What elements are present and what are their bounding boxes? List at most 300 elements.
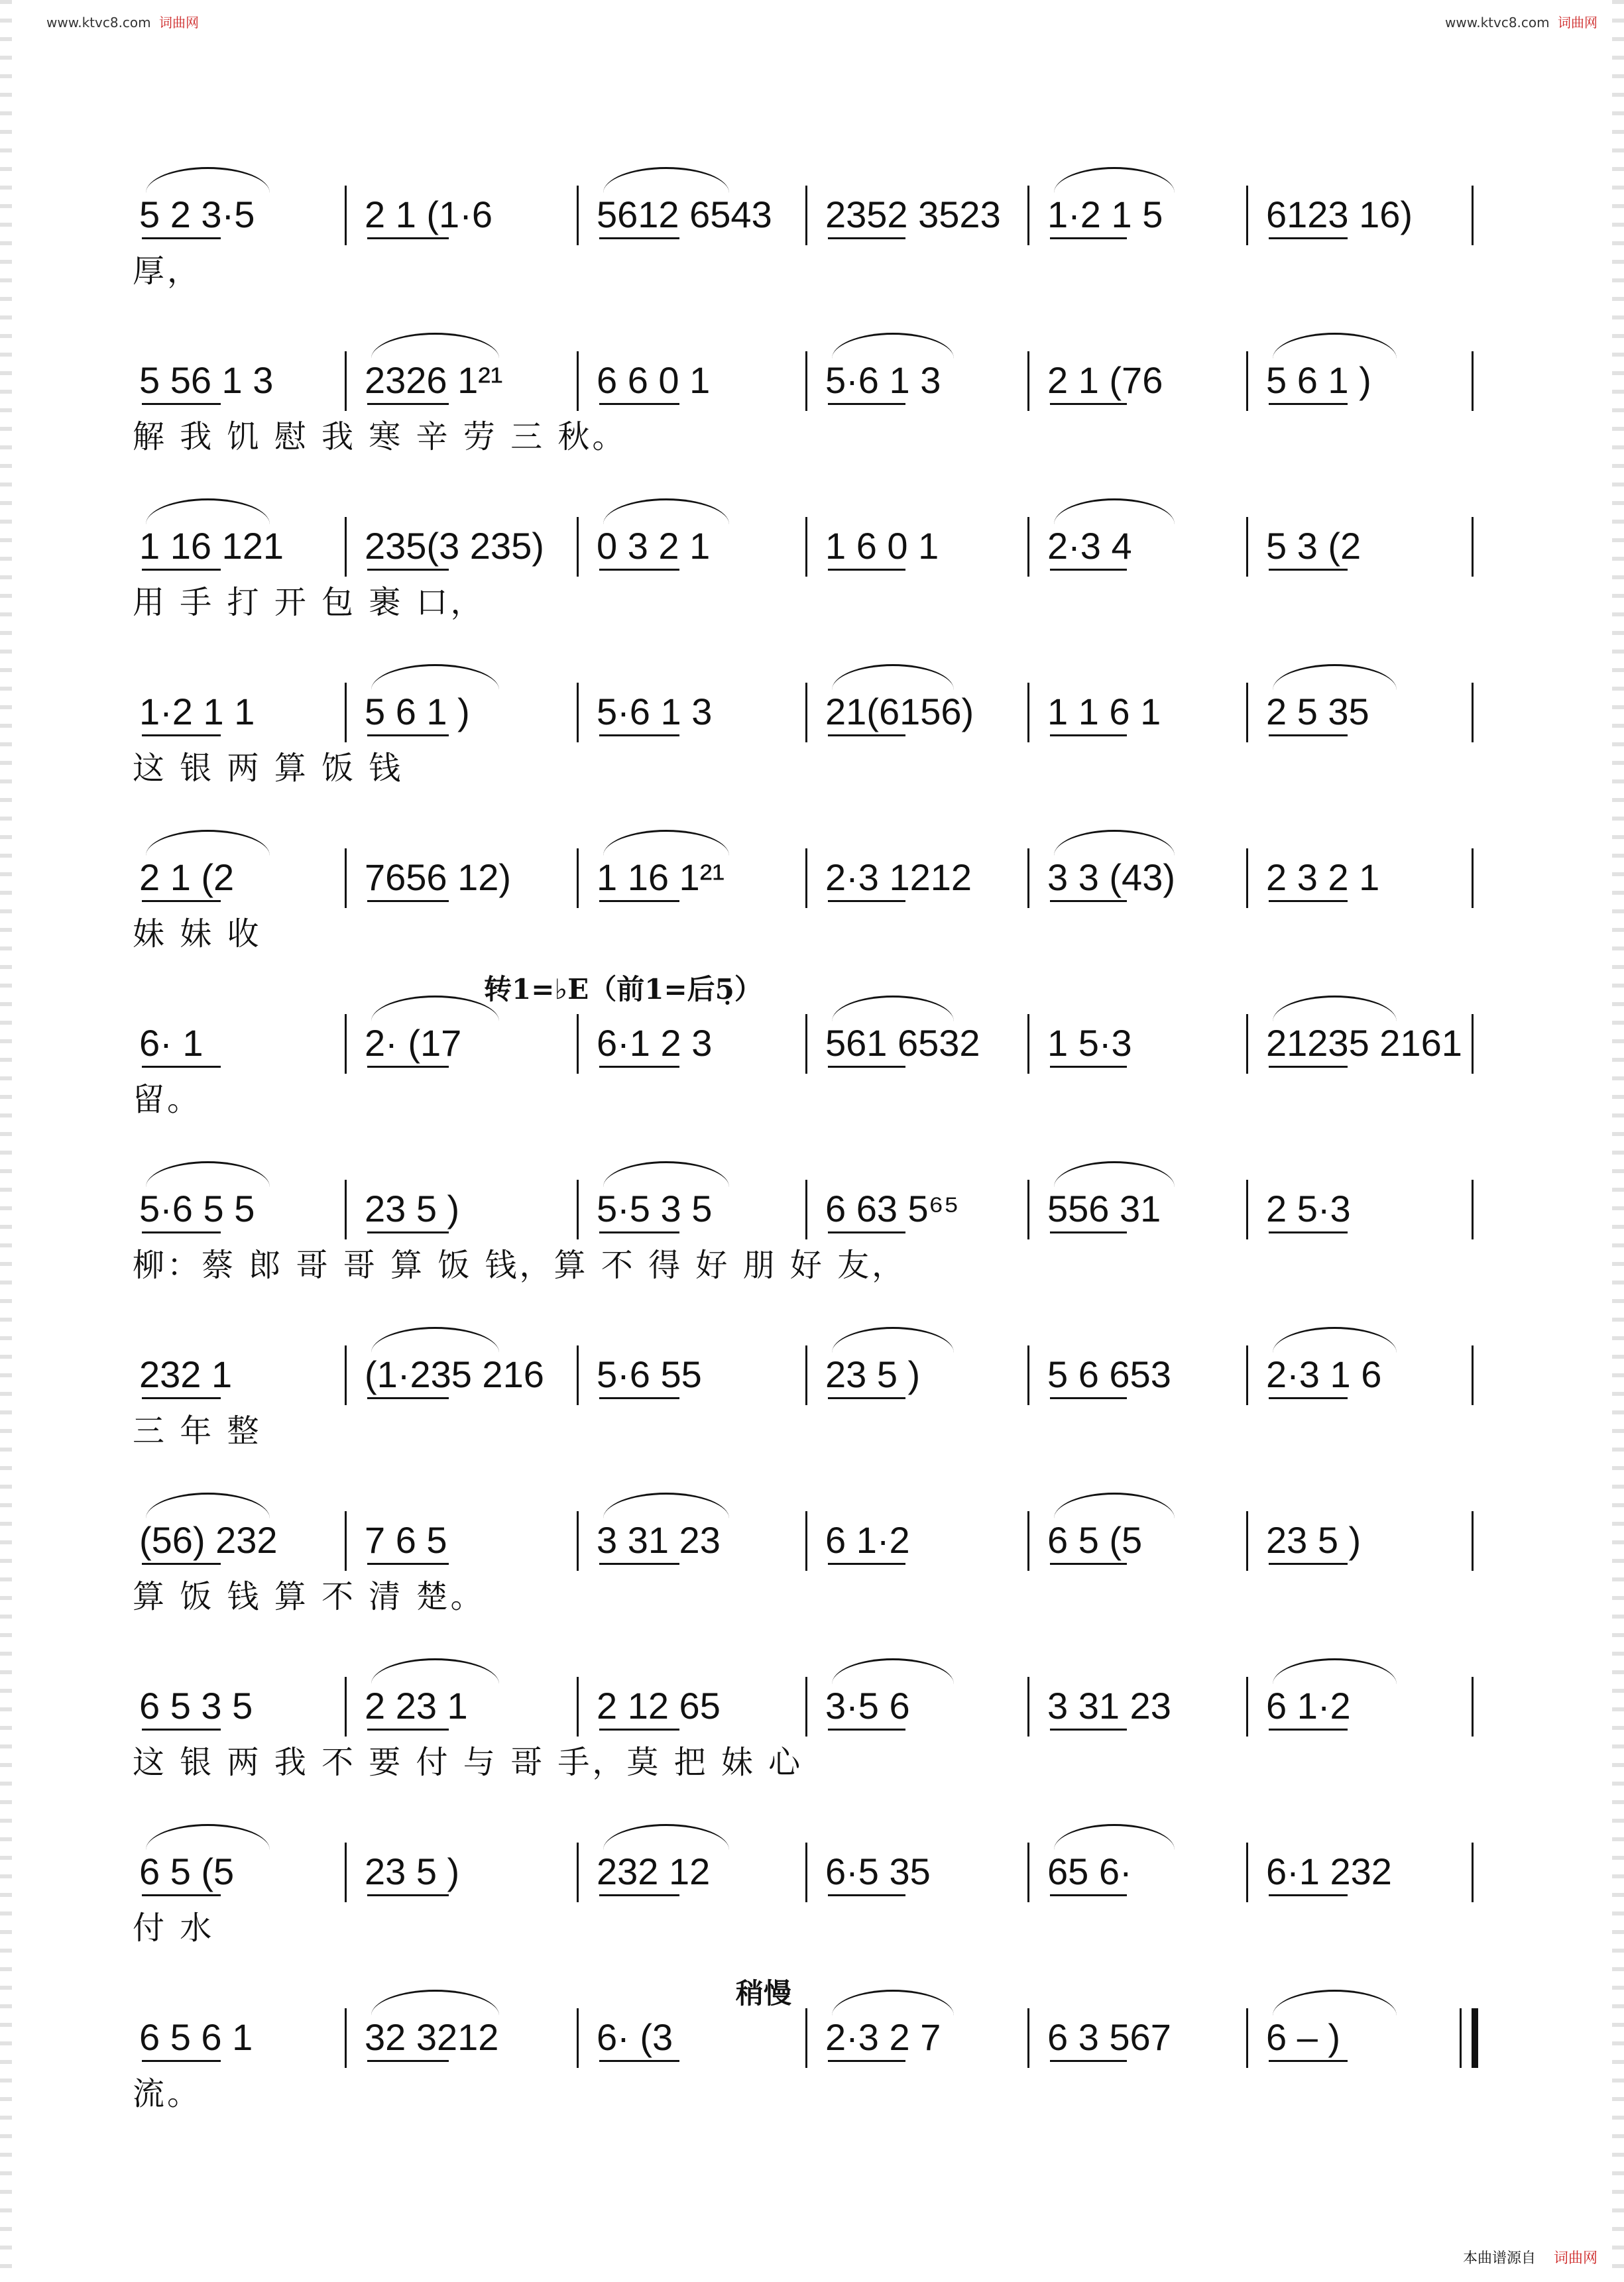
bar-line bbox=[805, 351, 807, 411]
rhythm-underline bbox=[599, 403, 679, 405]
rhythm-underline bbox=[1269, 1066, 1348, 1068]
lyric-line: 付 水 bbox=[133, 1910, 215, 1947]
measure-notes: 5 6 653 bbox=[1047, 1353, 1171, 1395]
lyric-line: 解 我 饥 慰 我 寒 辛 劳 三 秋。 bbox=[133, 418, 627, 455]
rhythm-underline bbox=[1050, 1066, 1127, 1068]
rhythm-underline bbox=[599, 2060, 679, 2062]
measure-notes: 6 5 (5 bbox=[139, 1851, 235, 1892]
slur-mark bbox=[603, 498, 729, 524]
slur-mark bbox=[1273, 333, 1397, 359]
bar-line bbox=[1027, 2008, 1029, 2068]
jianpu-score bbox=[133, 119, 1498, 2112]
rhythm-underline bbox=[1269, 403, 1348, 405]
measure-notes: 1·2 1 1 bbox=[139, 691, 255, 732]
footer-brand[interactable]: 词曲网 bbox=[1553, 2250, 1597, 2267]
measure-notes: 1 6 0 1 bbox=[825, 525, 939, 567]
lyric-line: 留。 bbox=[133, 1081, 202, 1118]
bar-line bbox=[1246, 186, 1248, 245]
slur-mark bbox=[1273, 1990, 1397, 2016]
bar-line bbox=[345, 351, 347, 411]
system-notes bbox=[133, 848, 1498, 908]
score-system bbox=[133, 1445, 1498, 1615]
measure-notes: 6123 16) bbox=[1266, 194, 1413, 235]
score-system bbox=[133, 1942, 1498, 2112]
rhythm-underline bbox=[1050, 1729, 1127, 1731]
bar-line bbox=[1472, 517, 1474, 577]
measure-notes: 2·3 4 bbox=[1047, 525, 1132, 567]
slur-mark bbox=[1273, 1658, 1397, 1684]
rhythm-underline bbox=[599, 1397, 679, 1399]
slur-mark bbox=[832, 1990, 954, 2016]
header-right bbox=[1445, 12, 1597, 31]
measure-notes: 2 5 35 bbox=[1266, 691, 1369, 732]
rhythm-underline bbox=[599, 237, 679, 239]
measure-notes: 6·1 232 bbox=[1266, 1851, 1392, 1892]
rhythm-underline bbox=[142, 1231, 221, 1233]
lyric-line: 三 年 整 bbox=[133, 1412, 262, 1450]
bar-line bbox=[805, 186, 807, 245]
bar-line bbox=[1027, 1511, 1029, 1571]
lyric-line: 算 饭 钱 算 不 清 楚。 bbox=[133, 1578, 485, 1615]
rhythm-underline bbox=[599, 1231, 679, 1233]
lyric-line: 厚， bbox=[133, 253, 202, 290]
rhythm-underline bbox=[599, 569, 679, 571]
measure-notes: 0 3 2 1 bbox=[597, 525, 711, 567]
bar-line bbox=[1027, 1843, 1029, 1902]
rhythm-underline bbox=[828, 734, 905, 736]
bar-line bbox=[1027, 186, 1029, 245]
slur-mark bbox=[1054, 498, 1175, 524]
measure-notes: 232 1 bbox=[139, 1353, 233, 1395]
measure-notes: 6 63 5⁶⁵ bbox=[825, 1188, 959, 1229]
bar-line bbox=[577, 683, 579, 742]
measure-notes: 2 5·3 bbox=[1266, 1188, 1351, 1229]
bar-line bbox=[1246, 1014, 1248, 1074]
measure-notes: 5612 6543 bbox=[597, 194, 772, 235]
rhythm-underline bbox=[142, 1563, 221, 1565]
measure-notes: 2 23 1 bbox=[365, 1685, 468, 1727]
rhythm-underline bbox=[599, 900, 679, 902]
bar-line bbox=[577, 1345, 579, 1405]
measure-notes: 3 3 (43) bbox=[1047, 856, 1175, 898]
bar-line bbox=[805, 2008, 807, 2068]
bar-line bbox=[805, 1014, 807, 1074]
bar-line bbox=[1027, 1180, 1029, 1239]
system-notes bbox=[133, 683, 1498, 742]
measure-notes: 6 3 567 bbox=[1047, 2016, 1171, 2058]
score-system bbox=[133, 1113, 1498, 1284]
bar-line bbox=[577, 1511, 579, 1571]
slur-mark bbox=[603, 167, 729, 193]
lyric-line: 流。 bbox=[133, 2075, 202, 2112]
measure-notes: 235(3 235) bbox=[365, 525, 544, 567]
measure-notes: 2·3 2 7 bbox=[825, 2016, 941, 2058]
bar-line bbox=[345, 517, 347, 577]
rhythm-underline bbox=[367, 734, 449, 736]
rhythm-underline bbox=[1050, 403, 1127, 405]
bar-line bbox=[1246, 2008, 1248, 2068]
measure-notes: 1·2 1 5 bbox=[1047, 194, 1163, 235]
measure-notes: 2352 3523 bbox=[825, 194, 1001, 235]
measure-notes: 3 31 23 bbox=[1047, 1685, 1171, 1727]
bar-line bbox=[1472, 1843, 1474, 1902]
system-notes bbox=[133, 1345, 1498, 1405]
lyric-line: 这 银 两 算 饭 钱 bbox=[133, 750, 404, 787]
measure-notes: 561 6532 bbox=[825, 1022, 980, 1064]
tempo-annotation: 稍慢 bbox=[736, 1977, 792, 2010]
slur-mark bbox=[371, 664, 499, 690]
bar-line bbox=[1472, 1677, 1474, 1737]
rhythm-underline bbox=[142, 1066, 221, 1068]
rhythm-underline bbox=[367, 1729, 449, 1731]
bar-line bbox=[577, 1180, 579, 1239]
right-decorative-strip bbox=[1612, 0, 1624, 2282]
slur-mark bbox=[146, 167, 270, 193]
score-system bbox=[133, 1776, 1498, 1947]
slur-mark bbox=[1273, 664, 1397, 690]
footer-source-text: 本曲谱源自 bbox=[1462, 2250, 1536, 2267]
system-notes bbox=[133, 517, 1498, 577]
system-notes bbox=[133, 186, 1498, 245]
measure-notes: 1 16 1²¹ bbox=[597, 856, 725, 898]
measure-notes: 556 31 bbox=[1047, 1188, 1161, 1229]
rhythm-underline bbox=[1050, 900, 1127, 902]
slur-mark bbox=[371, 996, 499, 1021]
measure-notes: 2 12 65 bbox=[597, 1685, 721, 1727]
measure-notes: 2326 1²¹ bbox=[365, 359, 503, 401]
rhythm-underline bbox=[828, 1397, 905, 1399]
bar-line bbox=[345, 1345, 347, 1405]
score-system bbox=[133, 285, 1498, 455]
bar-line bbox=[805, 683, 807, 742]
measure-notes: 23 5 ) bbox=[365, 1188, 460, 1229]
bar-line bbox=[805, 1677, 807, 1737]
rhythm-underline bbox=[142, 403, 221, 405]
lyric-line: 妹 妹 收 bbox=[133, 915, 262, 952]
slur-mark bbox=[603, 1161, 729, 1187]
measure-notes: 5·6 55 bbox=[597, 1353, 702, 1395]
measure-notes: 5 6 1 ) bbox=[1266, 359, 1371, 401]
rhythm-underline bbox=[367, 1563, 449, 1565]
measure-notes: 2 1 (76 bbox=[1047, 359, 1163, 401]
bar-line bbox=[805, 848, 807, 908]
rhythm-underline bbox=[599, 1563, 679, 1565]
rhythm-underline bbox=[142, 900, 221, 902]
bar-line bbox=[1472, 683, 1474, 742]
measure-notes: 2 1 (2 bbox=[139, 856, 235, 898]
measure-notes: 23 5 ) bbox=[825, 1353, 921, 1395]
bar-line bbox=[577, 1014, 579, 1074]
rhythm-underline bbox=[1050, 1397, 1127, 1399]
slur-mark bbox=[832, 664, 954, 690]
bar-line bbox=[345, 683, 347, 742]
slur-mark bbox=[371, 1990, 499, 2016]
final-bar-line-thin bbox=[1460, 2008, 1462, 2068]
score-system bbox=[133, 451, 1498, 621]
bar-line bbox=[1472, 1014, 1474, 1074]
slur-mark bbox=[1054, 1824, 1175, 1850]
bar-line bbox=[1472, 1180, 1474, 1239]
slur-mark bbox=[146, 1824, 270, 1850]
slur-mark bbox=[1273, 996, 1397, 1021]
measure-notes: 6 5 6 1 bbox=[139, 2016, 253, 2058]
measure-notes: 6 6 0 1 bbox=[597, 359, 711, 401]
measure-notes: 6· 1 bbox=[139, 1022, 203, 1064]
measure-notes: 23 5 ) bbox=[365, 1851, 460, 1892]
rhythm-underline bbox=[599, 1066, 679, 1068]
rhythm-underline bbox=[367, 2060, 449, 2062]
rhythm-underline bbox=[1050, 569, 1127, 571]
slur-mark bbox=[1054, 830, 1175, 856]
rhythm-underline bbox=[828, 900, 905, 902]
rhythm-underline bbox=[1050, 1563, 1127, 1565]
measure-notes: 6· (3 bbox=[597, 2016, 673, 2058]
measure-notes: 32 3212 bbox=[365, 2016, 499, 2058]
rhythm-underline bbox=[142, 1397, 221, 1399]
bar-line bbox=[577, 1677, 579, 1737]
rhythm-underline bbox=[367, 403, 449, 405]
score-system bbox=[133, 948, 1498, 1118]
slur-mark bbox=[832, 1658, 954, 1684]
rhythm-underline bbox=[828, 403, 905, 405]
rhythm-underline bbox=[142, 1729, 221, 1731]
header-left bbox=[46, 12, 199, 31]
rhythm-underline bbox=[367, 569, 449, 571]
slur-mark bbox=[146, 498, 270, 524]
bar-line bbox=[1027, 848, 1029, 908]
measure-notes: 2 3 2 1 bbox=[1266, 856, 1380, 898]
bar-line bbox=[577, 517, 579, 577]
bar-line bbox=[577, 848, 579, 908]
measure-notes: 2·3 1212 bbox=[825, 856, 972, 898]
measure-notes: 6 5 3 5 bbox=[139, 1685, 253, 1727]
bar-line bbox=[1246, 1345, 1248, 1405]
bar-line bbox=[1472, 186, 1474, 245]
slur-mark bbox=[1054, 167, 1175, 193]
rhythm-underline bbox=[142, 734, 221, 736]
slur-mark bbox=[146, 1161, 270, 1187]
measure-notes: 6 – ) bbox=[1266, 2016, 1341, 2058]
rhythm-underline bbox=[828, 1729, 905, 1731]
rhythm-underline bbox=[1269, 1397, 1348, 1399]
measure-notes: (56) 232 bbox=[139, 1519, 278, 1561]
measure-notes: 23 5 ) bbox=[1266, 1519, 1362, 1561]
rhythm-underline bbox=[1269, 569, 1348, 571]
measure-notes: 65 6· bbox=[1047, 1851, 1132, 1892]
measure-notes: 6 1·2 bbox=[1266, 1685, 1351, 1727]
slur-mark bbox=[371, 1658, 499, 1684]
measure-notes: 5·6 1 3 bbox=[597, 691, 713, 732]
measure-notes: 5 6 1 ) bbox=[365, 691, 470, 732]
bar-line bbox=[345, 1014, 347, 1074]
rhythm-underline bbox=[1269, 1231, 1348, 1233]
measure-notes: 1 5·3 bbox=[1047, 1022, 1132, 1064]
bar-line bbox=[1246, 517, 1248, 577]
rhythm-underline bbox=[1050, 2060, 1127, 2062]
bar-line bbox=[805, 1511, 807, 1571]
measure-notes: 2·3 1 6 bbox=[1266, 1353, 1382, 1395]
rhythm-underline bbox=[367, 1066, 449, 1068]
lyric-line: 用 手 打 开 包 裹 口， bbox=[133, 584, 485, 621]
bar-line bbox=[1246, 351, 1248, 411]
bar-line bbox=[577, 1843, 579, 1902]
slur-mark bbox=[832, 1327, 954, 1353]
score-system bbox=[133, 616, 1498, 787]
system-notes bbox=[133, 351, 1498, 411]
bar-line bbox=[1246, 848, 1248, 908]
system-notes bbox=[133, 1014, 1498, 1074]
measure-notes: 5 3 (2 bbox=[1266, 525, 1362, 567]
system-notes bbox=[133, 1511, 1498, 1571]
slur-mark bbox=[1054, 1493, 1175, 1518]
bar-line bbox=[805, 1345, 807, 1405]
system-notes bbox=[133, 1843, 1498, 1902]
measure-notes: 3 31 23 bbox=[597, 1519, 721, 1561]
score-system bbox=[133, 1611, 1498, 1781]
bar-line bbox=[577, 2008, 579, 2068]
header-right-brand[interactable]: 词曲网 bbox=[1558, 15, 1597, 30]
rhythm-underline bbox=[1269, 1894, 1348, 1896]
measure-notes: 7656 12) bbox=[365, 856, 512, 898]
bar-line bbox=[345, 1843, 347, 1902]
lyric-line: 这 银 两 我 不 要 付 与 哥 手，莫 把 妹 心 bbox=[133, 1744, 803, 1781]
bar-line bbox=[1472, 1345, 1474, 1405]
score-system bbox=[133, 782, 1498, 952]
measure-notes: 5·6 1 3 bbox=[825, 359, 941, 401]
slur-mark bbox=[371, 333, 499, 359]
rhythm-underline bbox=[367, 900, 449, 902]
measure-notes: 5 56 1 3 bbox=[139, 359, 274, 401]
score-system bbox=[133, 1279, 1498, 1450]
left-decorative-strip bbox=[0, 0, 12, 2282]
system-notes bbox=[133, 1677, 1498, 1737]
rhythm-underline bbox=[828, 1066, 905, 1068]
rhythm-underline bbox=[828, 1563, 905, 1565]
measure-notes: 21(6156) bbox=[825, 691, 974, 732]
bar-line bbox=[1472, 351, 1474, 411]
key-change-annotation: 转1=♭E（前1=后5̣） bbox=[484, 973, 762, 1005]
bar-line bbox=[345, 2008, 347, 2068]
measure-notes: 2 1 (1·6 bbox=[365, 194, 493, 235]
bar-line bbox=[1027, 1345, 1029, 1405]
system-notes bbox=[133, 1180, 1498, 1239]
bar-line bbox=[577, 351, 579, 411]
system-notes bbox=[133, 2008, 1498, 2068]
rhythm-underline bbox=[142, 237, 221, 239]
rhythm-underline bbox=[1269, 900, 1348, 902]
bar-line bbox=[1246, 1677, 1248, 1737]
measure-notes: 3·5 6 bbox=[825, 1685, 910, 1727]
measure-notes: 5 2 3·5 bbox=[139, 194, 255, 235]
rhythm-underline bbox=[367, 1894, 449, 1896]
measure-notes: 6·5 35 bbox=[825, 1851, 931, 1892]
bar-line bbox=[1027, 1677, 1029, 1737]
bar-line bbox=[1472, 848, 1474, 908]
bar-line bbox=[1027, 517, 1029, 577]
measure-notes: 1 1 6 1 bbox=[1047, 691, 1161, 732]
rhythm-underline bbox=[599, 734, 679, 736]
bar-line bbox=[345, 848, 347, 908]
score-system bbox=[133, 119, 1498, 290]
rhythm-underline bbox=[367, 237, 449, 239]
measure-notes: 7 6 5 bbox=[365, 1519, 447, 1561]
footer-source bbox=[1463, 2247, 1597, 2267]
bar-line bbox=[1472, 1511, 1474, 1571]
measure-notes: 5·6 5 5 bbox=[139, 1188, 255, 1229]
rhythm-underline bbox=[367, 1397, 449, 1399]
slur-mark bbox=[832, 333, 954, 359]
measure-notes: 6 5 (5 bbox=[1047, 1519, 1143, 1561]
slur-mark bbox=[603, 1824, 729, 1850]
bar-line bbox=[1027, 1014, 1029, 1074]
measure-notes: 6·1 2 3 bbox=[597, 1022, 713, 1064]
measure-notes: 21235 2161 bbox=[1266, 1022, 1462, 1064]
rhythm-underline bbox=[1050, 237, 1127, 239]
rhythm-underline bbox=[142, 1894, 221, 1896]
rhythm-underline bbox=[599, 1729, 679, 1731]
rhythm-underline bbox=[1269, 237, 1348, 239]
rhythm-underline bbox=[1050, 1231, 1127, 1233]
rhythm-underline bbox=[1050, 1894, 1127, 1896]
bar-line bbox=[577, 186, 579, 245]
bar-line bbox=[345, 1511, 347, 1571]
rhythm-underline bbox=[828, 569, 905, 571]
slur-mark bbox=[603, 1493, 729, 1518]
bar-line bbox=[1246, 1180, 1248, 1239]
bar-line bbox=[805, 1180, 807, 1239]
measure-notes: 2· (17 bbox=[365, 1022, 462, 1064]
rhythm-underline bbox=[367, 1231, 449, 1233]
slur-mark bbox=[832, 996, 954, 1021]
header-left-brand[interactable]: 词曲网 bbox=[159, 15, 200, 30]
measure-notes: 232 12 bbox=[597, 1851, 711, 1892]
header-right-site[interactable]: www.ktvc8.com bbox=[1444, 15, 1550, 30]
bar-line bbox=[345, 186, 347, 245]
rhythm-underline bbox=[828, 2060, 905, 2062]
rhythm-underline bbox=[828, 1231, 905, 1233]
header-left-site[interactable]: www.ktvc8.com bbox=[46, 15, 151, 30]
bar-line bbox=[805, 517, 807, 577]
rhythm-underline bbox=[599, 1894, 679, 1896]
slur-mark bbox=[1054, 1161, 1175, 1187]
rhythm-underline bbox=[828, 1894, 905, 1896]
rhythm-underline bbox=[1269, 734, 1348, 736]
rhythm-underline bbox=[1269, 1729, 1348, 1731]
measure-notes: (1·235 216 bbox=[365, 1353, 544, 1395]
slur-mark bbox=[1273, 1327, 1397, 1353]
lyric-line: 柳：蔡 郎 哥 哥 算 饭 钱，算 不 得 好 朋 好 友， bbox=[133, 1247, 907, 1284]
bar-line bbox=[1246, 683, 1248, 742]
slur-mark bbox=[146, 1493, 270, 1518]
bar-line bbox=[1027, 351, 1029, 411]
bar-line bbox=[805, 1843, 807, 1902]
rhythm-underline bbox=[828, 237, 905, 239]
rhythm-underline bbox=[142, 569, 221, 571]
rhythm-underline bbox=[1050, 734, 1127, 736]
measure-notes: 5·5 3 5 bbox=[597, 1188, 713, 1229]
measure-notes: 1 16 121 bbox=[139, 525, 284, 567]
rhythm-underline bbox=[142, 2060, 221, 2062]
slur-mark bbox=[146, 830, 270, 856]
bar-line bbox=[1027, 683, 1029, 742]
bar-line bbox=[1246, 1843, 1248, 1902]
final-bar-line bbox=[1472, 2008, 1478, 2068]
measure-notes: 6 1·2 bbox=[825, 1519, 910, 1561]
bar-line bbox=[1246, 1511, 1248, 1571]
bar-line bbox=[345, 1180, 347, 1239]
slur-mark bbox=[371, 1327, 499, 1353]
rhythm-underline bbox=[1269, 2060, 1348, 2062]
